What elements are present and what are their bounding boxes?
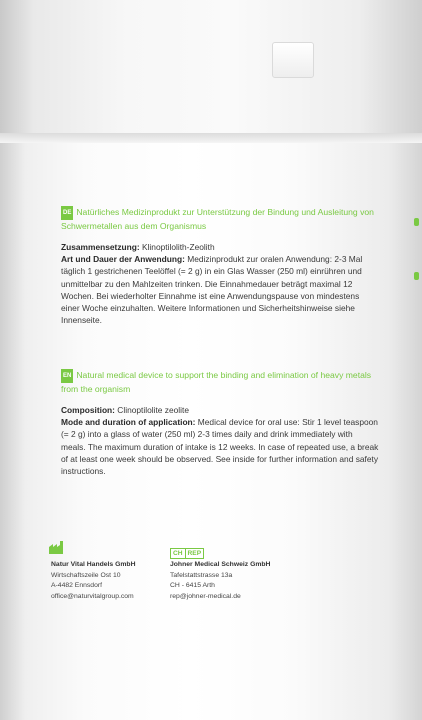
ch-rep-city: CH - 6415 Arth xyxy=(170,582,215,589)
manufacturer-city: A-4482 Ennsdorf xyxy=(51,582,103,589)
german-composition-value: Klinoptilolith-Zeolith xyxy=(141,242,215,252)
english-composition-label: Composition: xyxy=(61,405,115,415)
ch-rep-badge xyxy=(170,548,204,559)
ch-rep-email: rep@johner-medical.de xyxy=(170,592,241,600)
language-tag-en: EN xyxy=(61,369,73,383)
ch-rep-badge-ch: CH xyxy=(170,548,186,559)
german-composition xyxy=(61,241,379,253)
english-usage xyxy=(61,416,379,477)
english-usage-text: Medical device for oral use: Stir 1 level teaspoon (= 2 g) into a glass of water (250 ml) 2-3 times daily and drink immediately with meals. The maximum duration of intake is 12 weeks. In case of repeated use, a break of at least one week should be observed. See inside for further information and safety instructions. xyxy=(61,417,379,477)
german-usage-text: Medizinprodukt zur oralen Anwendung: 2-3 Mal täglich 1 gestrichenen Teelöffel (= 2 g) in ein Glas Wasser (250 ml) einrühren und unmittelbar zu den Mahlzeiten trinken. Die Einnahmedauer beträgt maximal 12 Wochen. Bei wiederholter Einnahme ist eine Anwendungspause von mindestens einer Woche einzuhalten. Weitere Informationen und Sicherheitshinweise siehe Innenseite. xyxy=(61,254,363,326)
ch-rep-address xyxy=(170,560,270,602)
side-accent-mark xyxy=(414,272,419,280)
english-composition-value: Clinoptilolite zeolite xyxy=(117,405,189,415)
lid-edge xyxy=(0,133,422,143)
english-usage-label: Mode and duration of application: xyxy=(61,417,196,428)
side-accent-mark xyxy=(414,218,419,226)
language-tag-de: DE xyxy=(61,206,73,220)
manufacturer-address xyxy=(51,560,135,602)
german-usage xyxy=(61,253,379,326)
german-usage-label: Art und Dauer der Anwendung: xyxy=(61,254,185,265)
factory-icon xyxy=(48,541,64,560)
ch-rep-street: Tafelstattstrasse 13a xyxy=(170,571,233,579)
jar-lid xyxy=(0,0,422,136)
english-composition xyxy=(61,404,379,416)
german-headline-text: Natürliches Medizinprodukt zur Unterstützung der Bindung und Ausleitung von Schwermetallen aus dem Organismus xyxy=(61,207,374,231)
german-section xyxy=(61,206,379,326)
english-headline-text: Natural medical device to support the binding and elimination of heavy metals from the organism xyxy=(61,370,372,394)
manufacturer-street: Wirtschaftszeile Ost 10 xyxy=(51,571,121,579)
ch-rep-badge-rep: REP xyxy=(186,548,205,559)
english-headline xyxy=(61,369,379,395)
german-headline xyxy=(61,206,379,232)
manufacturer-name: Natur Vital Handels GmbH xyxy=(51,561,136,568)
tamper-seal xyxy=(272,42,314,78)
ch-rep-name: Johner Medical Schweiz GmbH xyxy=(170,561,271,568)
english-section xyxy=(61,369,379,477)
german-composition-label: Zusammensetzung: xyxy=(61,242,140,252)
manufacturer-email: office@naturvitalgroup.com xyxy=(51,592,134,600)
